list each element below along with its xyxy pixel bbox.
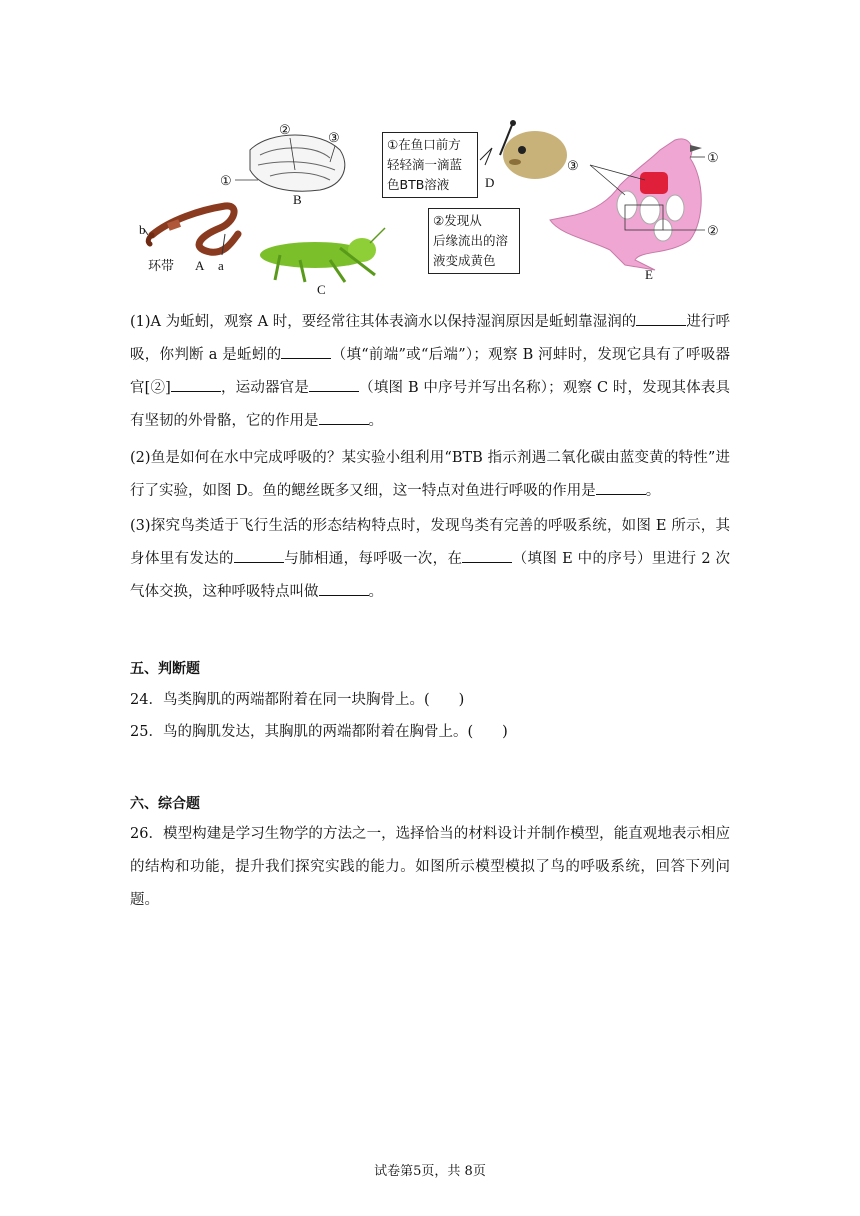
callout-yellow-result-line2: 后缘流出的溶 [433,233,509,248]
q23-p1-text-6: 。 [368,413,383,429]
label-e-circ2: ② [707,223,719,238]
label-B: B [293,192,302,207]
label-band: 环带 [148,259,175,274]
question-23-part-2 [130,442,730,508]
label-b-circ3: ③ [328,130,340,145]
callout-yellow-result-line1: ②发现从 [433,213,482,228]
fish-image [480,120,567,179]
earthworm-image [144,206,238,255]
q23-p3-text-1: (3)探究鸟类适于飞行生活的形态结构特点时，发现鸟类有完善的呼吸系统，如图 E 所示，其身体里有发达的 [130,518,730,567]
q23-p2-text-2: 。 [645,483,661,499]
q23-p1-text-5: （填图 B 中序号并写出名称）；观察 C 时，发现其体表具有坚韧的外骨骼，它的作用是 [130,380,730,429]
section-5-title: 五、判断题 [130,661,200,677]
answer-blank[interactable] [281,344,331,359]
label-A: A [195,258,205,273]
q23-p1-text-4: ，运动器官是 [220,380,310,396]
question-23-part-1 [130,306,730,438]
question-23-part-3 [130,510,730,609]
section-6-title: 六、综合题 [130,796,200,812]
q23-p1-text-1: (1)A 为蚯蚓，观察 A 时，要经常往其体表滴水以保持湿润原因是蚯蚓靠湿润的 [130,314,637,330]
label-e-circ1: ① [707,150,719,165]
label-a: a [218,258,224,273]
question-26: 26．模型构建是学习生物学的方法之一，选择恰当的材料设计并制作模型，能直观地表示相应的结构和功能，提升我们探究实践的能力。如图所示模型模拟了鸟的呼吸系统，回答下列问题。 [130,826,730,908]
callout-yellow-result [428,208,520,274]
answer-blank[interactable] [309,377,359,392]
q23-p2-text-1: (2)鱼是如何在水中完成呼吸的？某实验小组利用“BTB 指示剂遇二氧化碳由蓝变黄的特性”进行了实验，如图 D。鱼的鳃丝既多又细，这一特点对鱼进行呼吸的作用是 [130,450,730,499]
answer-blank[interactable] [319,410,369,425]
answer-blank[interactable] [462,548,512,563]
callout-btb-drop-line1: ①在鱼口前方 [387,137,461,152]
label-D: D [485,175,495,190]
q23-p3-text-3: （填图 E 中的序号）里进行 2 次气体交换，这种呼吸特点叫做 [130,551,731,600]
grasshopper-image [260,228,385,282]
label-b-circ1: ① [220,173,232,188]
callout-btb-drop [382,132,478,198]
question-25: 25．鸟的胸肌发达，其胸肌的两端都附着在胸骨上。( ) [130,724,508,740]
answer-blank[interactable] [596,480,646,495]
callout-yellow-result-line3: 液变成黄色 [433,253,496,268]
q23-p1-text-3: （填“前端”或“后端”）；观察 B 河蚌时，发现它具有了呼吸器官[②] [130,347,730,396]
q23-p1-text-2: 进行呼吸，你判断 a 是蚯蚓的 [130,314,730,363]
label-C: C [317,282,326,297]
answer-blank[interactable] [636,311,686,326]
label-e-circ3: ③ [567,158,579,173]
question-figure [130,110,730,295]
question-24: 24．鸟类胸肌的两端都附着在同一块胸骨上。( ) [130,692,465,708]
answer-blank[interactable] [171,377,221,392]
q23-p3-text-4: 。 [368,584,383,600]
label-b-circ2: ② [279,122,291,137]
label-b: b [139,222,146,237]
q23-p3-text-2: 与肺相通，每呼吸一次，在 [283,551,463,567]
answer-blank[interactable] [319,581,369,596]
answer-blank[interactable] [234,548,284,563]
callout-btb-drop-line3: 色BTB溶液 [387,177,450,192]
page-footer: 试卷第5页，共 8页 [374,1164,486,1179]
label-E: E [645,267,653,282]
callout-btb-drop-line2: 轻轻滴一滴蓝 [387,157,463,172]
